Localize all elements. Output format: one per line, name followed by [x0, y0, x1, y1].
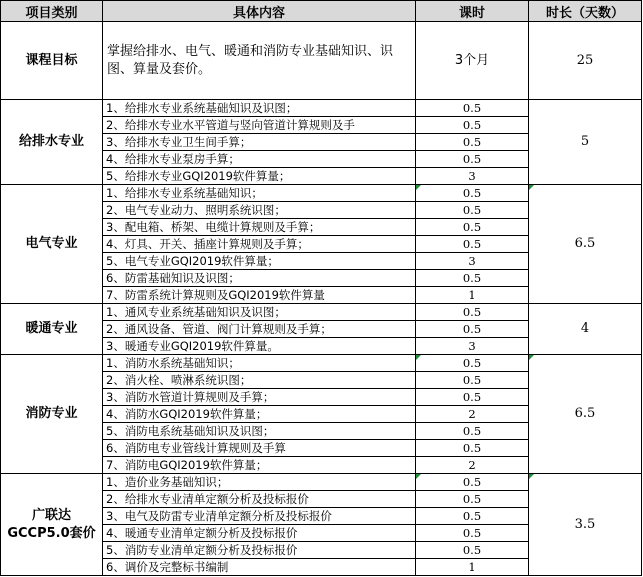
item-content: 5、消防专业清单定额分析及投标报价: [103, 542, 416, 559]
item-hours: 0.5: [416, 542, 529, 559]
item-hours: 0.5: [416, 185, 529, 202]
item-content: 2、电气专业动力、照明系统识图；: [103, 202, 416, 219]
item-hours: 3: [416, 338, 529, 355]
header-hours: 课时: [416, 1, 529, 22]
item-content: 2、消火栓、喷淋系统识图；: [103, 372, 416, 389]
item-hours: 0.5: [416, 304, 529, 321]
item-content: 6、防雷基础知识及识图；: [103, 270, 416, 287]
item-content: 7、消防电GQI2019软件算量；: [103, 457, 416, 474]
item-hours: 0.5: [416, 355, 529, 372]
item-content: 4、暖通专业清单定额分析及投标报价: [103, 525, 416, 542]
item-hours: 0.5: [416, 508, 529, 525]
item-content: 3、给排水专业卫生间手算；: [103, 134, 416, 151]
table-row: [1, 100, 642, 117]
section-category: 消防专业: [1, 355, 103, 474]
goal-category: 课程目标: [1, 22, 103, 100]
item-hours: 0.5: [416, 100, 529, 117]
goal-row: [1, 22, 642, 100]
section-category: 广联达GCCP5.0套价: [1, 474, 103, 576]
item-hours: 1: [416, 559, 529, 576]
item-content: 3、配电箱、桥架、电缆计算规则及手算；: [103, 219, 416, 236]
item-hours: 0.5: [416, 491, 529, 508]
item-content: 1、造价业务基础知识；: [103, 474, 416, 491]
item-hours: 0.5: [416, 236, 529, 253]
goal-days: 25: [529, 22, 642, 100]
item-content: 5、消防电系统基础知识及识图；: [103, 423, 416, 440]
table-row: [1, 474, 642, 491]
item-hours: 0.5: [416, 440, 529, 457]
item-hours: 0.5: [416, 474, 529, 491]
header-content: 具体内容: [103, 1, 416, 22]
item-hours: 0.5: [416, 270, 529, 287]
header-days: 时长（天数）: [529, 1, 642, 22]
item-content: 4、消防水GQI2019软件算量；: [103, 406, 416, 423]
table-row: [1, 304, 642, 321]
item-hours: 0.5: [416, 321, 529, 338]
item-hours: 0.5: [416, 389, 529, 406]
item-content: 4、灯具、开关、插座计算规则及手算；: [103, 236, 416, 253]
table-row: [1, 355, 642, 372]
item-content: 1、消防水系统基础知识；: [103, 355, 416, 372]
item-hours: 0.5: [416, 372, 529, 389]
section-days: 4: [529, 304, 642, 355]
table-row: [1, 185, 642, 202]
section-category: 暖通专业: [1, 304, 103, 355]
item-content: 3、暖通专业GQI2019软件算量。: [103, 338, 416, 355]
item-content: 5、给排水专业GQI2019软件算量；: [103, 168, 416, 185]
item-hours: 3: [416, 168, 529, 185]
item-content: 3、消防水管道计算规则及手算；: [103, 389, 416, 406]
item-content: 5、电气专业GQI2019软件算量；: [103, 253, 416, 270]
item-content: 2、通风设备、管道、阀门计算规则及手算；: [103, 321, 416, 338]
item-content: 2、给排水专业水平管道与竖向管道计算规则及手: [103, 117, 416, 134]
item-hours: 0.5: [416, 219, 529, 236]
section-days: 3.5: [529, 474, 642, 576]
item-hours: 0.5: [416, 134, 529, 151]
item-content: 1、通风专业系统基础知识及识图；: [103, 304, 416, 321]
section-category: 给排水专业: [1, 100, 103, 185]
item-hours: 1: [416, 287, 529, 304]
item-hours: 2: [416, 406, 529, 423]
section-category: 电气专业: [1, 185, 103, 304]
goal-content: 掌握给排水、电气、暖通和消防专业基础知识、识图、算量及套价。: [103, 22, 416, 100]
item-content: 7、防雷系统计算规则及GQI2019软件算量: [103, 287, 416, 304]
section-days: 6.5: [529, 185, 642, 304]
item-content: 1、给排水专业系统基础知识及识图；: [103, 100, 416, 117]
item-content: 6、消防电专业管线计算规则及手算: [103, 440, 416, 457]
item-content: 1、给排水专业系统基础知识；: [103, 185, 416, 202]
item-content: 2、给排水专业清单定额分析及投标报价: [103, 491, 416, 508]
item-hours: 0.5: [416, 202, 529, 219]
goal-hours: 3个月: [416, 22, 529, 100]
item-content: 3、电气及防雷专业清单定额分析及投标报价: [103, 508, 416, 525]
item-content: 6、调价及完整标书编制: [103, 559, 416, 576]
header-category: 项目类别: [1, 1, 103, 22]
item-content: 4、给排水专业泵房手算；: [103, 151, 416, 168]
item-hours: 2: [416, 457, 529, 474]
item-hours: 0.5: [416, 525, 529, 542]
item-hours: 0.5: [416, 423, 529, 440]
item-hours: 0.5: [416, 117, 529, 134]
item-hours: 0.5: [416, 151, 529, 168]
header-row: [1, 1, 642, 22]
section-days: 6.5: [529, 355, 642, 474]
item-hours: 3: [416, 253, 529, 270]
section-days: 5: [529, 100, 642, 185]
